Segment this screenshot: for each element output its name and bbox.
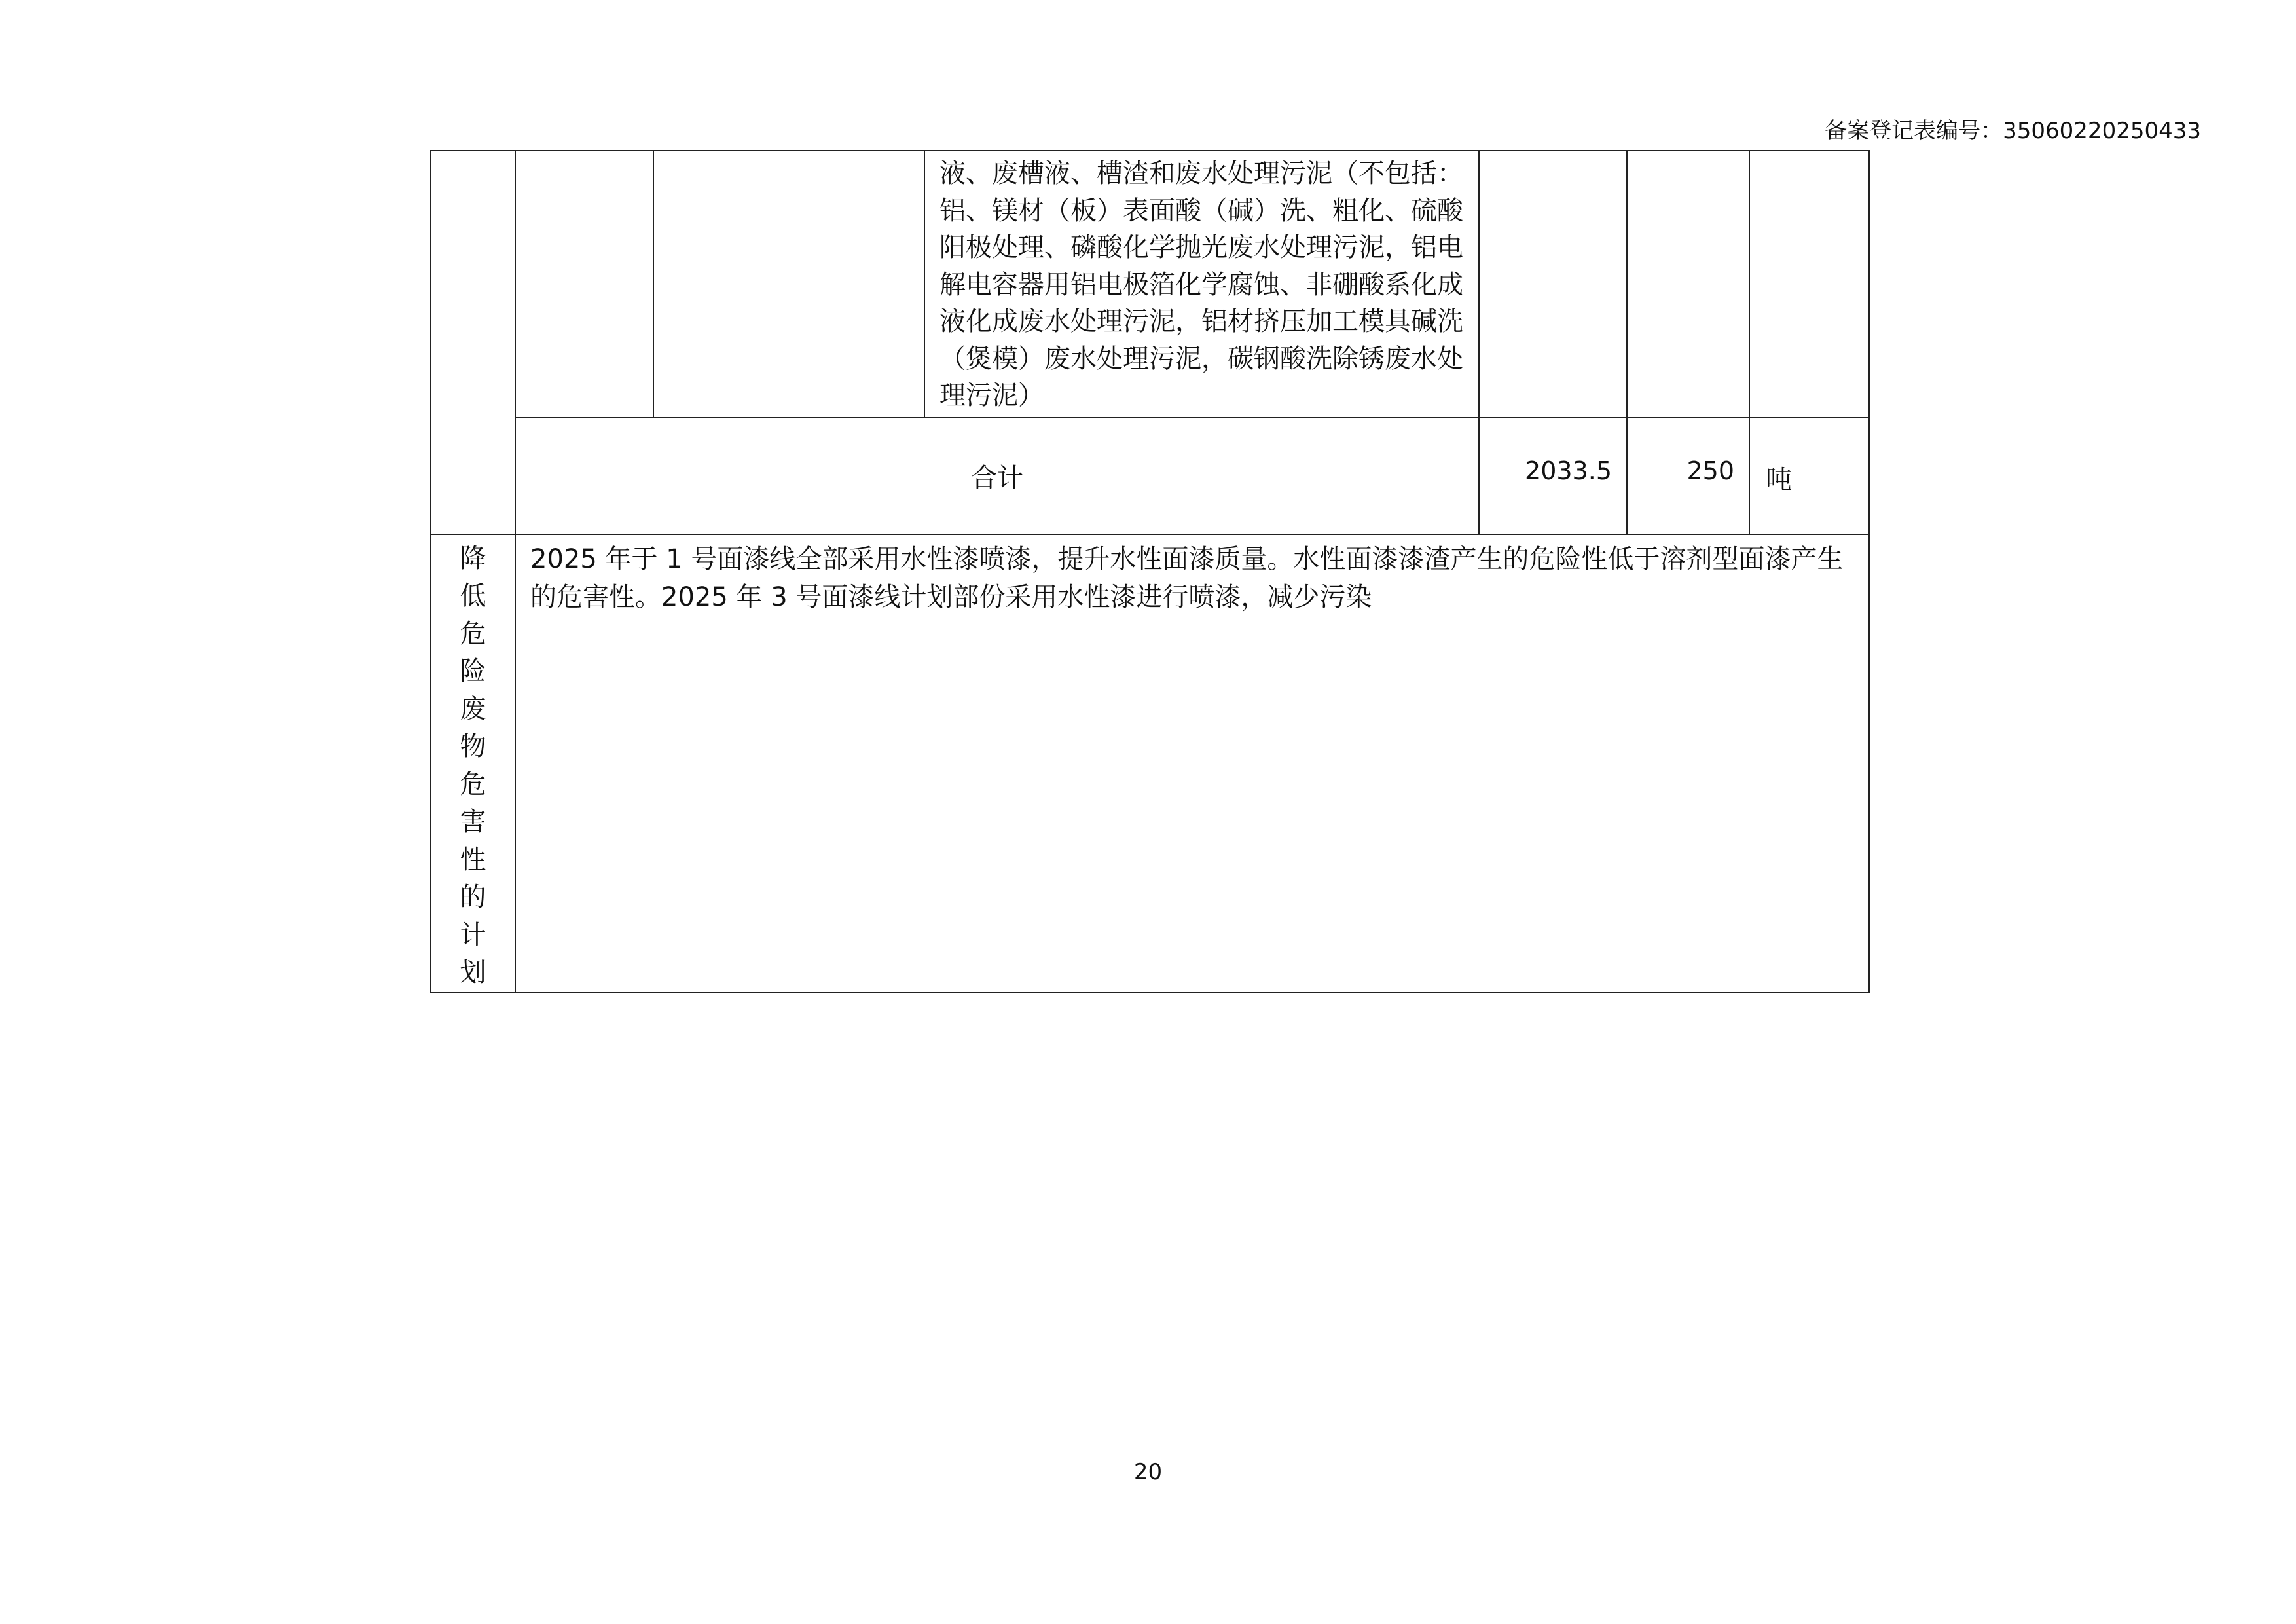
waste-description-cell: 液、废槽液、槽渣和废水处理污泥（不包括：铝、镁材（板）表面酸（碱）洗、粗化、硫酸阳极处理、磷酸化学抛光废水处理污泥，铝电解电容器用铝电极箔化学腐蚀、非硼酸系化成液化成废水处理污泥，铝材挤压加工模具碱洗（煲模）废水处理污泥，碳钢酸洗除锈废水处理污泥） [924, 151, 1479, 418]
plan-text-cell: 2025 年于 1 号面漆线全部采用水性漆喷漆，提升水性面漆质量。水性面漆漆渣产生的危险性低于溶剂型面漆产生的危害性。2025 年 3 号面漆线计划部份采用水性漆进行喷漆，减少污染 [515, 534, 1869, 993]
total-amount-1: 2033.5 [1479, 418, 1627, 534]
plan-title: 降低危险废物危害性的计划 [460, 543, 486, 987]
amount-1-cell-empty [1479, 151, 1627, 418]
waste-code-cell-empty [515, 151, 653, 418]
total-row [431, 418, 1869, 534]
plan-title-cell [431, 534, 515, 993]
amount-2-cell-empty [1627, 151, 1749, 418]
waste-detail-row [431, 151, 1869, 418]
registration-number: 备案登记表编号：35060220250433 [1825, 118, 2201, 144]
waste-name-cell-empty [653, 151, 924, 418]
hazardous-waste-table-container [430, 150, 1868, 993]
total-unit: 吨 [1749, 418, 1869, 534]
page-number: 20 [1133, 1459, 1163, 1485]
total-amount-2: 250 [1627, 418, 1749, 534]
hazard-reduction-plan-row [431, 534, 1869, 993]
unit-cell-empty [1749, 151, 1869, 418]
category-cell-empty [431, 151, 515, 534]
total-label: 合计 [515, 418, 1479, 534]
hazardous-waste-table [430, 150, 1870, 993]
